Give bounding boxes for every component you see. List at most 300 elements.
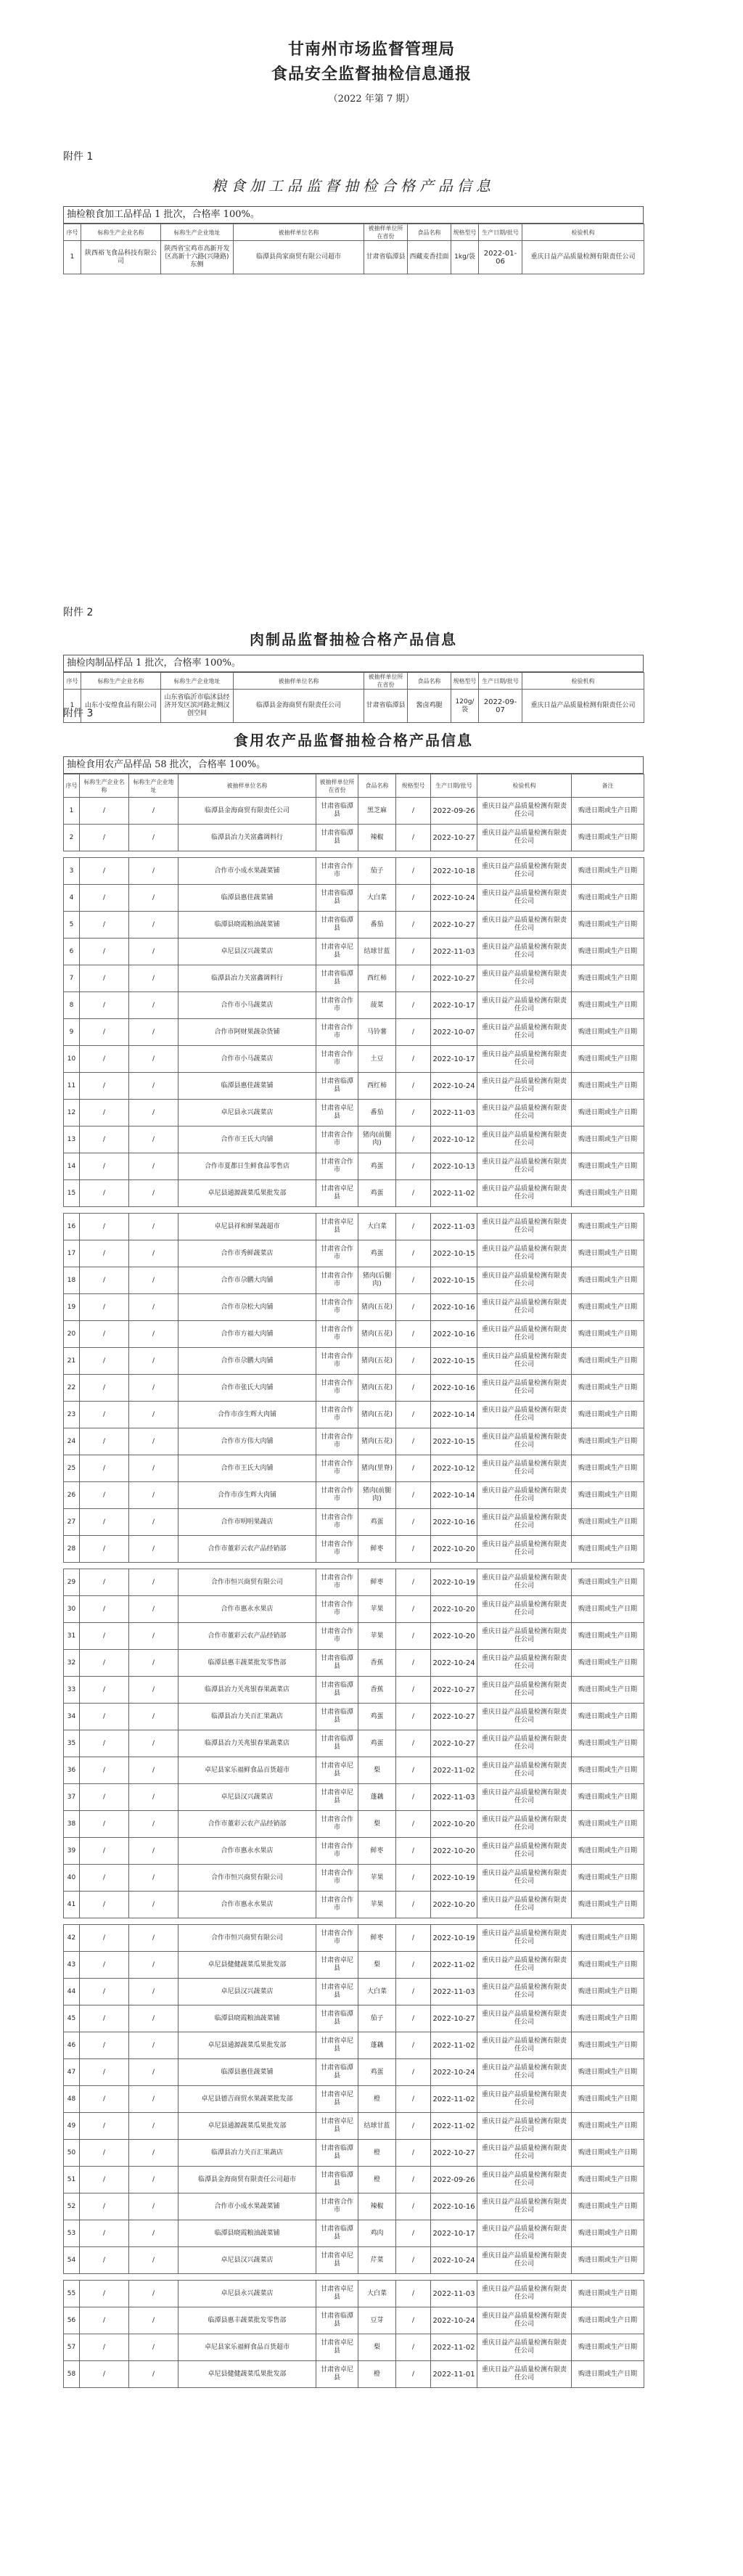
cell-col-sampled-unit: 临潭县晓霞粮油蔬菜铺 — [178, 912, 316, 939]
table-row — [64, 2334, 644, 2361]
cell-col-producer: / — [80, 885, 129, 912]
cell-col-date: 2022-10-24 — [431, 2059, 477, 2086]
table-row — [64, 1455, 644, 1482]
cell-col-seq: 37 — [64, 1784, 80, 1811]
cell-col-seq: 16 — [64, 1214, 80, 1240]
cell-col-remark: 购进日期或生产日期 — [572, 1892, 644, 1918]
cell-col-food: 香蕉 — [358, 1677, 396, 1704]
cell-col-date: 2022-10-17 — [431, 992, 477, 1019]
cell-col-food: 香蕉 — [358, 1650, 396, 1677]
cell-col-date: 2022-10-20 — [431, 1536, 477, 1563]
cell-col-province: 甘肃省合作市 — [316, 1892, 358, 1918]
cell-col-province: 甘肃省卓尼县 — [316, 2361, 358, 2388]
table-row — [64, 1784, 644, 1811]
cell-col-seq: 11 — [64, 1073, 80, 1100]
cell-col-seq: 53 — [64, 2220, 80, 2247]
cell-col-sampled-unit: 临潭县金海商贸有限责任公司 — [178, 798, 316, 825]
cell-col-province: 甘肃省临潭县 — [316, 2307, 358, 2334]
cell-col-remark: 购进日期或生产日期 — [572, 1348, 644, 1375]
cell-col-date: 2022-10-16 — [431, 1321, 477, 1348]
cell-col-sampled-unit: 合作市彦生辉大肉铺 — [178, 1402, 316, 1428]
cell-col-seq: 1 — [64, 241, 81, 274]
cell-col-producer: / — [80, 2140, 129, 2167]
cell-col-lab: 重庆日益产品质量检测有限责任公司 — [477, 2334, 572, 2361]
cell-col-remark: 购进日期或生产日期 — [572, 1838, 644, 1865]
cell-col-lab: 重庆日益产品质量检测有限责任公司 — [477, 2307, 572, 2334]
cell-col-food: 橙 — [358, 2361, 396, 2388]
cell-col-province: 甘肃省临潭县 — [316, 1073, 358, 1100]
cell-col-producer: / — [80, 1509, 129, 1536]
cell-col-food: 菠菜 — [358, 992, 396, 1019]
cell-col-remark: 购进日期或生产日期 — [572, 2193, 644, 2220]
cell-col-producer: / — [80, 1402, 129, 1428]
cell-col-province: 甘肃省临潭县 — [316, 2059, 358, 2086]
cell-col-remark: 购进日期或生产日期 — [572, 1100, 644, 1127]
cell-col-date: 2022-09-07 — [479, 690, 522, 723]
cell-col-province: 甘肃省卓尼县 — [316, 1214, 358, 1240]
cell-col-sampled-unit: 临潭县惠佳蔬菜铺 — [178, 1073, 316, 1100]
cell-col-sampled-unit: 合作市小马蔬菜店 — [178, 1046, 316, 1073]
cell-col-spec: / — [396, 2334, 431, 2361]
cell-col-remark: 购进日期或生产日期 — [572, 1704, 644, 1730]
cell-col-seq: 14 — [64, 1153, 80, 1180]
cell-col-seq: 54 — [64, 2247, 80, 2274]
cell-col-province: 甘肃省卓尼县 — [316, 2281, 358, 2307]
cell-col-lab: 重庆日益产品质量检测有限责任公司 — [477, 825, 572, 851]
cell-col-food: 鸡蛋 — [358, 1509, 396, 1536]
cell-col-food: 芹菜 — [358, 2247, 396, 2274]
table-row — [64, 1046, 644, 1073]
cell-col-province: 甘肃省临潭县 — [316, 1730, 358, 1757]
cell-col-province: 甘肃省卓尼县 — [316, 1979, 358, 2005]
column-header-col-spec: 规格型号 — [451, 673, 479, 690]
cell-col-remark: 购进日期或生产日期 — [572, 2220, 644, 2247]
cell-col-producer: / — [80, 1838, 129, 1865]
column-header-col-remark: 备注 — [572, 774, 644, 798]
cell-col-province: 甘肃省卓尼县 — [316, 1180, 358, 1207]
cell-col-date: 2022-11-03 — [431, 1979, 477, 2005]
cell-col-remark: 购进日期或生产日期 — [572, 1321, 644, 1348]
cell-col-remark: 购进日期或生产日期 — [572, 1019, 644, 1046]
table-row — [64, 1892, 644, 1918]
cell-col-address: / — [129, 1455, 178, 1482]
cell-col-food: 鸡蛋 — [358, 1240, 396, 1267]
cell-col-spec: / — [396, 2059, 431, 2086]
cell-col-address: / — [129, 798, 178, 825]
cell-col-remark: 购进日期或生产日期 — [572, 2167, 644, 2193]
cell-col-producer: / — [80, 1865, 129, 1892]
table-row — [64, 2361, 644, 2388]
cell-col-food: 番茄 — [358, 912, 396, 939]
cell-col-remark: 购进日期或生产日期 — [572, 1677, 644, 1704]
cell-col-lab: 重庆日益产品质量检测有限责任公司 — [477, 1811, 572, 1838]
table-row — [64, 2167, 644, 2193]
cell-col-date: 2022-10-24 — [431, 1073, 477, 1100]
cell-col-remark: 购进日期或生产日期 — [572, 912, 644, 939]
cell-col-date: 2022-10-27 — [431, 912, 477, 939]
cell-col-spec: / — [396, 2140, 431, 2167]
cell-col-spec: / — [396, 2113, 431, 2140]
column-header-col-food: 食品名称 — [358, 774, 396, 798]
cell-col-province: 甘肃省临潭县 — [316, 2220, 358, 2247]
table-row — [64, 1704, 644, 1730]
cell-col-lab: 重庆日益产品质量检测有限责任公司 — [477, 2032, 572, 2059]
cell-col-address: / — [129, 1240, 178, 1267]
cell-col-food: 大白菜 — [358, 2281, 396, 2307]
cell-col-lab: 重庆日益产品质量检测有限责任公司 — [477, 1375, 572, 1402]
cell-col-spec: / — [396, 885, 431, 912]
cell-col-address: / — [129, 2032, 178, 2059]
cell-col-food: 蓬藕 — [358, 1784, 396, 1811]
cell-col-spec: / — [396, 1784, 431, 1811]
cell-col-lab: 重庆日益产品质量检测有限责任公司 — [477, 2361, 572, 2388]
cell-col-remark: 购进日期或生产日期 — [572, 2032, 644, 2059]
table-row — [64, 1596, 644, 1623]
cell-col-sampled-unit: 合作市惠永水果店 — [178, 1596, 316, 1623]
cell-col-remark: 购进日期或生产日期 — [572, 1375, 644, 1402]
column-header-col-lab: 检验机构 — [477, 774, 572, 798]
cell-col-remark: 购进日期或生产日期 — [572, 1650, 644, 1677]
cell-col-province: 甘肃省卓尼县 — [316, 1100, 358, 1127]
cell-col-sampled-unit: 卓尼县家乐福鲜食品百货超市 — [178, 2334, 316, 2361]
cell-col-date: 2022-11-02 — [431, 1952, 477, 1979]
cell-col-lab: 重庆日益产品质量检测有限责任公司 — [477, 885, 572, 912]
cell-col-spec: / — [396, 1127, 431, 1153]
cell-col-producer: / — [80, 2167, 129, 2193]
cell-col-spec: / — [396, 1153, 431, 1180]
table-row — [64, 1811, 644, 1838]
cell-col-province: 甘肃省卓尼县 — [316, 1757, 358, 1784]
cell-col-sampled-unit: 合作市小成水果蔬菜铺 — [178, 2193, 316, 2220]
cell-col-province: 甘肃省合作市 — [316, 858, 358, 885]
page-break-gap — [64, 2274, 644, 2281]
cell-col-spec: / — [396, 939, 431, 965]
cell-col-sampled-unit: 卓尼县健健蔬菜瓜果批发部 — [178, 2361, 316, 2388]
cell-col-address: / — [129, 2307, 178, 2334]
cell-col-spec: / — [396, 1730, 431, 1757]
cell-col-sampled-unit: 合作市尕鹏大肉铺 — [178, 1267, 316, 1294]
cell-col-food: 猪肉(五花) — [358, 1348, 396, 1375]
cell-col-address: / — [129, 1294, 178, 1321]
cell-col-spec: / — [396, 858, 431, 885]
cell-col-date: 2022-10-24 — [431, 1650, 477, 1677]
cell-col-date: 2022-10-20 — [431, 1892, 477, 1918]
column-header-col-date: 生产日期/批号 — [479, 673, 522, 690]
cell-col-seq: 27 — [64, 1509, 80, 1536]
cell-col-producer: / — [80, 1180, 129, 1207]
cell-col-lab: 重庆日益产品质量检测有限责任公司 — [477, 1127, 572, 1153]
cell-col-province: 甘肃省合作市 — [316, 1596, 358, 1623]
cell-col-sampled-unit: 临潭县冶力关兆银春果蔬菜店 — [178, 1677, 316, 1704]
cell-col-food: 鲜枣 — [358, 1838, 396, 1865]
cell-col-province: 甘肃省合作市 — [316, 1402, 358, 1428]
table-row — [64, 690, 644, 723]
cell-col-sampled-unit: 临潭县晓霞粮油蔬菜铺 — [178, 2005, 316, 2032]
cell-col-province: 甘肃省合作市 — [316, 992, 358, 1019]
cell-col-date: 2022-10-13 — [431, 1153, 477, 1180]
cell-col-address: / — [129, 1321, 178, 1348]
cell-col-province: 甘肃省合作市 — [316, 1455, 358, 1482]
cell-col-lab: 重庆日益产品质量检测有限责任公司 — [477, 1865, 572, 1892]
cell-col-lab: 重庆日益产品质量检测有限责任公司 — [477, 858, 572, 885]
column-header-col-province: 被抽样单位所在省份 — [364, 673, 408, 690]
cell-col-sampled-unit: 合作市方福大肉铺 — [178, 1321, 316, 1348]
cell-col-address: / — [129, 1704, 178, 1730]
cell-col-lab: 重庆日益产品质量检测有限责任公司 — [477, 939, 572, 965]
cell-col-sampled-unit: 临潭县晓霞粮油蔬菜铺 — [178, 2220, 316, 2247]
cell-col-spec: / — [396, 2307, 431, 2334]
cell-col-remark: 购进日期或生产日期 — [572, 1811, 644, 1838]
cell-col-province: 甘肃省临潭县 — [316, 798, 358, 825]
cell-col-lab: 重庆日益产品质量检测有限责任公司 — [477, 2086, 572, 2113]
cell-col-lab: 重庆日益产品质量检测有限责任公司 — [477, 1214, 572, 1240]
cell-col-seq: 35 — [64, 1730, 80, 1757]
cell-col-food: 梨 — [358, 1757, 396, 1784]
cell-col-address: / — [129, 1127, 178, 1153]
cell-col-sampled-unit: 临潭县惠丰蔬菜批发零售部 — [178, 1650, 316, 1677]
cell-col-food: 西红柿 — [358, 1073, 396, 1100]
cell-col-spec: / — [396, 1267, 431, 1294]
cell-col-date: 2022-10-19 — [431, 1569, 477, 1596]
cell-col-sampled-unit: 合作市董彩云农产品经销部 — [178, 1623, 316, 1650]
cell-col-province: 甘肃省卓尼县 — [316, 1952, 358, 1979]
cell-col-food: 梨 — [358, 1811, 396, 1838]
cell-col-spec: / — [396, 912, 431, 939]
table-row — [64, 2220, 644, 2247]
cell-col-date: 2022-10-20 — [431, 1596, 477, 1623]
cell-col-food: 鸡肉 — [358, 2220, 396, 2247]
table-row — [64, 992, 644, 1019]
cell-col-producer: / — [80, 1704, 129, 1730]
cell-col-producer: / — [80, 1073, 129, 1100]
cell-col-address: / — [129, 2167, 178, 2193]
cell-col-seq: 7 — [64, 965, 80, 992]
cell-col-producer: / — [80, 1428, 129, 1455]
cell-col-lab: 重庆日益产品质量检测有限责任公司 — [477, 1569, 572, 1596]
cell-col-sampled-unit: 临潭县惠佳蔬菜铺 — [178, 885, 316, 912]
cell-col-producer: 山东小安煌食品有限公司 — [81, 690, 161, 723]
column-header-col-seq: 序号 — [64, 774, 80, 798]
cell-col-province: 甘肃省卓尼县 — [316, 2032, 358, 2059]
cell-col-province: 甘肃省合作市 — [316, 1482, 358, 1509]
cell-col-seq: 29 — [64, 1569, 80, 1596]
cell-col-address: / — [129, 1509, 178, 1536]
cell-col-food: 猪肉(五花) — [358, 1375, 396, 1402]
cell-col-address: / — [129, 1482, 178, 1509]
cell-col-food: 结球甘蓝 — [358, 939, 396, 965]
cell-col-remark: 购进日期或生产日期 — [572, 1509, 644, 1536]
column-header-col-province: 被抽样单位所在省份 — [316, 774, 358, 798]
cell-col-sampled-unit: 合作市秀鲜蔬菜店 — [178, 1240, 316, 1267]
cell-col-producer: / — [80, 1536, 129, 1563]
table-row — [64, 1073, 644, 1100]
cell-col-date: 2022-10-19 — [431, 1865, 477, 1892]
cell-col-remark: 购进日期或生产日期 — [572, 1127, 644, 1153]
cell-col-lab: 重庆日益产品质量检测有限责任公司 — [477, 1482, 572, 1509]
column-header-col-lab: 检验机构 — [522, 224, 644, 241]
column-header-col-spec: 规格型号 — [396, 774, 431, 798]
cell-col-seq: 41 — [64, 1892, 80, 1918]
cell-col-remark: 购进日期或生产日期 — [572, 2361, 644, 2388]
cell-col-lab: 重庆日益产品质量检测有限责任公司 — [477, 2167, 572, 2193]
cell-col-remark: 购进日期或生产日期 — [572, 939, 644, 965]
cell-col-date: 2022-01-06 — [479, 241, 522, 274]
cell-col-producer: / — [80, 2281, 129, 2307]
cell-col-food: 猪肉(前腿肉) — [358, 1127, 396, 1153]
cell-col-spec: / — [396, 965, 431, 992]
cell-col-food: 猪肉(五花) — [358, 1294, 396, 1321]
cell-col-remark: 购进日期或生产日期 — [572, 2307, 644, 2334]
cell-col-date: 2022-10-27 — [431, 1677, 477, 1704]
page-break-gap — [64, 1207, 644, 1214]
cell-col-province: 甘肃省临潭县 — [364, 241, 408, 274]
cell-col-food: 鸡蛋 — [358, 1153, 396, 1180]
cell-col-sampled-unit: 卓尼县汉兴蔬菜店 — [178, 1979, 316, 2005]
table-row — [64, 1348, 644, 1375]
cell-col-spec: / — [396, 798, 431, 825]
column-header-col-spec: 规格型号 — [451, 224, 479, 241]
cell-col-spec: / — [396, 1180, 431, 1207]
cell-col-province: 甘肃省卓尼县 — [316, 939, 358, 965]
cell-col-food: 鸡蛋 — [358, 1730, 396, 1757]
column-header-col-address: 标称生产企业地址 — [161, 673, 234, 690]
cell-col-province: 甘肃省合作市 — [316, 1294, 358, 1321]
cell-col-food: 蓬藕 — [358, 2032, 396, 2059]
cell-col-remark: 购进日期或生产日期 — [572, 1482, 644, 1509]
cell-col-address: / — [129, 1677, 178, 1704]
cell-col-address: / — [129, 1348, 178, 1375]
column-header-col-address: 标称生产企业地址 — [129, 774, 178, 798]
cell-col-food: 猪肉(五花) — [358, 1321, 396, 1348]
cell-col-seq: 52 — [64, 2193, 80, 2220]
cell-col-remark: 购进日期或生产日期 — [572, 2334, 644, 2361]
cell-col-spec: / — [396, 1865, 431, 1892]
cell-col-spec: / — [396, 2281, 431, 2307]
cell-col-sampled-unit: 合作市小马蔬菜店 — [178, 992, 316, 1019]
cell-col-province: 甘肃省合作市 — [316, 1153, 358, 1180]
cell-col-remark: 购进日期或生产日期 — [572, 1952, 644, 1979]
cell-col-spec: / — [396, 1536, 431, 1563]
cell-col-address: / — [129, 2140, 178, 2167]
cell-col-province: 甘肃省临潭县 — [316, 1677, 358, 1704]
cell-col-address: / — [129, 2361, 178, 2388]
cell-col-date: 2022-10-24 — [431, 2247, 477, 2274]
cell-col-sampled-unit: 临潭县冶力关百汇果蔬店 — [178, 2140, 316, 2167]
cell-col-lab: 重庆日益产品质量检测有限责任公司 — [477, 1892, 572, 1918]
cell-col-sampled-unit: 卓尼县汉兴蔬菜店 — [178, 1784, 316, 1811]
cell-col-producer: / — [80, 1321, 129, 1348]
cell-col-spec: / — [396, 1596, 431, 1623]
cell-col-food: 鲜枣 — [358, 1536, 396, 1563]
cell-col-address: / — [129, 1214, 178, 1240]
cell-col-spec: / — [396, 2247, 431, 2274]
cell-col-sampled-unit: 卓尼县家乐福鲜食品百货超市 — [178, 1757, 316, 1784]
cell-col-province: 甘肃省临潭县 — [316, 965, 358, 992]
cell-col-remark: 购进日期或生产日期 — [572, 1979, 644, 2005]
cell-col-seq: 49 — [64, 2113, 80, 2140]
cell-col-lab: 重庆日益产品质量检测有限责任公司 — [477, 1100, 572, 1127]
cell-col-seq: 47 — [64, 2059, 80, 2086]
cell-col-spec: / — [396, 1569, 431, 1596]
table-row — [64, 939, 644, 965]
cell-col-sampled-unit: 临潭县惠丰蔬菜批发零售部 — [178, 2307, 316, 2334]
cell-col-sampled-unit: 卓尼县汉兴蔬菜店 — [178, 2247, 316, 2274]
cell-col-address: / — [129, 1811, 178, 1838]
table-header-row — [64, 673, 644, 690]
cell-col-producer: / — [80, 1979, 129, 2005]
column-header-col-seq: 序号 — [64, 673, 81, 690]
cell-col-spec: / — [396, 1073, 431, 1100]
table-row — [64, 1294, 644, 1321]
cell-col-address: / — [129, 1757, 178, 1784]
cell-col-address: / — [129, 858, 178, 885]
attachment-3-table — [63, 774, 644, 2388]
cell-col-seq: 39 — [64, 1838, 80, 1865]
cell-col-food: 猪肉(里脊) — [358, 1455, 396, 1482]
cell-col-sampled-unit: 卓尼县通源蔬菜瓜果批发部 — [178, 2113, 316, 2140]
cell-col-address: / — [129, 992, 178, 1019]
cell-col-address: / — [129, 1100, 178, 1127]
cell-col-province: 甘肃省合作市 — [316, 1811, 358, 1838]
cell-col-producer: / — [80, 1757, 129, 1784]
cell-col-date: 2022-11-02 — [431, 2113, 477, 2140]
cell-col-address: / — [129, 1925, 178, 1952]
cell-col-seq: 10 — [64, 1046, 80, 1073]
cell-col-date: 2022-10-12 — [431, 1455, 477, 1482]
cell-col-seq: 32 — [64, 1650, 80, 1677]
attachment-3-summary: 抽检食用农产品样品 58 批次，合格率 100%。 — [63, 756, 644, 774]
cell-col-food: 橙 — [358, 2167, 396, 2193]
cell-col-producer: / — [80, 1019, 129, 1046]
cell-col-sampled-unit: 合作市彦生辉大肉铺 — [178, 1482, 316, 1509]
cell-col-seq: 20 — [64, 1321, 80, 1348]
cell-col-producer: / — [80, 1294, 129, 1321]
cell-col-seq: 6 — [64, 939, 80, 965]
cell-col-address: / — [129, 1267, 178, 1294]
cell-col-lab: 重庆日益产品质量检测有限责任公司 — [477, 798, 572, 825]
cell-col-spec: / — [396, 1952, 431, 1979]
cell-col-province: 甘肃省卓尼县 — [316, 2334, 358, 2361]
cell-col-food: 梨 — [358, 1952, 396, 1979]
cell-col-sampled-unit: 卓尼县永兴蔬菜店 — [178, 2281, 316, 2307]
table-row — [64, 1019, 644, 1046]
cell-col-address: / — [129, 1153, 178, 1180]
cell-col-spec: / — [396, 2220, 431, 2247]
table-row — [64, 241, 644, 274]
cell-col-food: 猪肉(五花) — [358, 1402, 396, 1428]
cell-col-remark: 购进日期或生产日期 — [572, 825, 644, 851]
cell-col-seq: 3 — [64, 858, 80, 885]
cell-col-province: 甘肃省合作市 — [316, 1623, 358, 1650]
cell-col-seq: 22 — [64, 1375, 80, 1402]
cell-col-spec: / — [396, 1240, 431, 1267]
cell-col-food: 辣椒 — [358, 2193, 396, 2220]
cell-col-producer: / — [80, 1046, 129, 1073]
cell-col-food: 辣椒 — [358, 825, 396, 851]
cell-col-lab: 重庆日益产品质量检测有限责任公司 — [477, 2247, 572, 2274]
issue-number: （2022 年第 7 期） — [328, 94, 415, 105]
cell-col-address: / — [129, 912, 178, 939]
cell-col-sampled-unit: 卓尼县通源蔬菜瓜果批发部 — [178, 1180, 316, 1207]
cell-col-remark: 购进日期或生产日期 — [572, 992, 644, 1019]
cell-col-producer: / — [80, 939, 129, 965]
table-row — [64, 2005, 644, 2032]
cell-col-sampled-unit: 合作市恒兴商贸有限公司 — [178, 1569, 316, 1596]
cell-col-producer: / — [80, 1569, 129, 1596]
cell-col-lab: 重庆日益产品质量检测有限责任公司 — [477, 1838, 572, 1865]
table-row — [64, 825, 644, 851]
cell-col-seq: 44 — [64, 1979, 80, 2005]
